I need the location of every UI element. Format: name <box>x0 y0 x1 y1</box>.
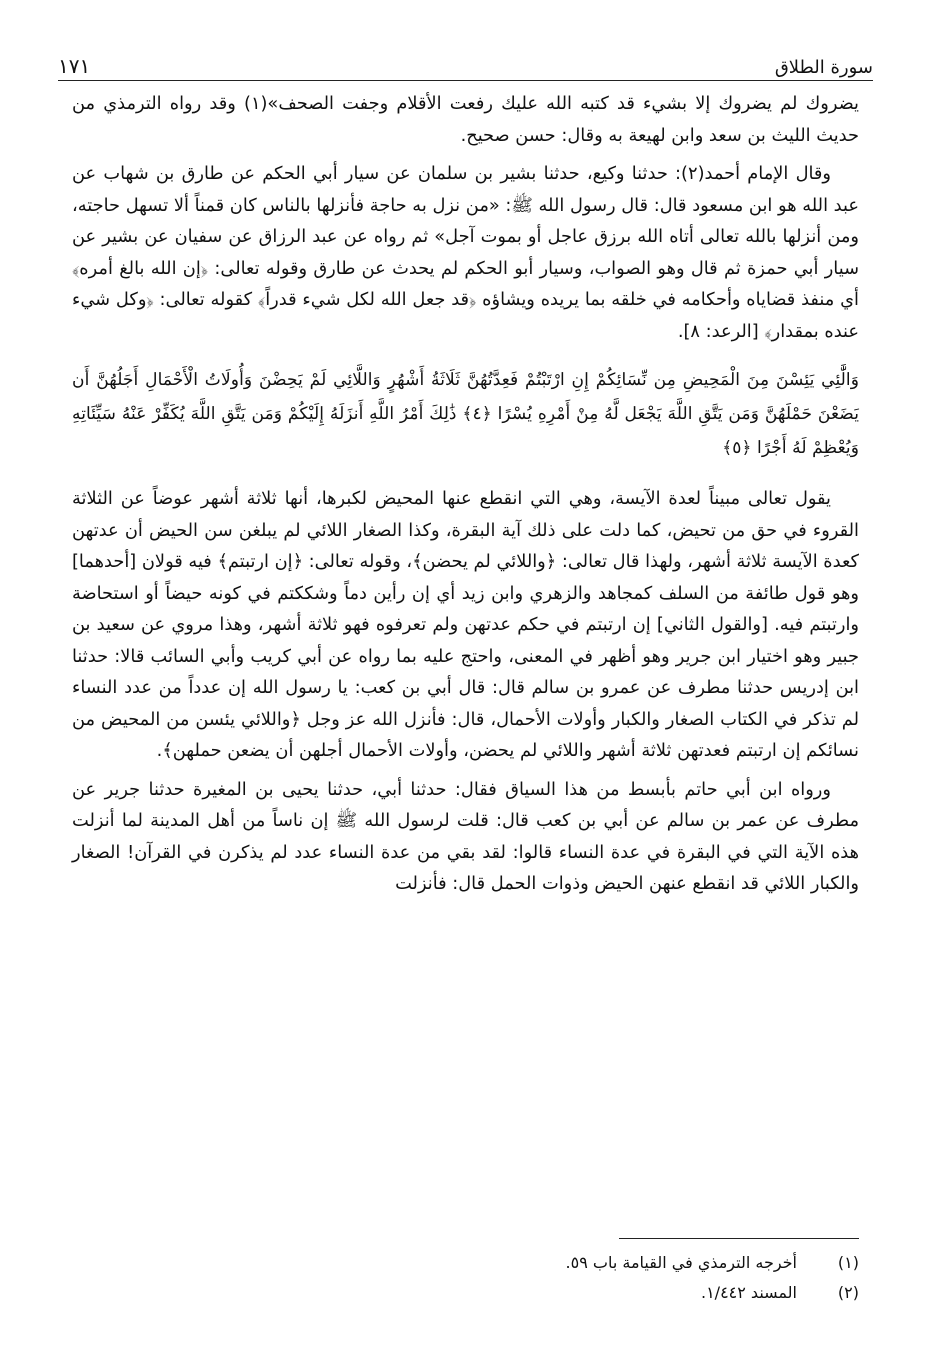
footnote-text: المسند ١/٤٤٢. <box>700 1283 797 1302</box>
footnotes <box>72 1248 859 1308</box>
paragraph-3: يقول تعالى مبيناً لعدة الآيسة، وهي التي انقطع عنها المحيض لكبرها، أنها ثلاثة أشهر عوضاً عن الثلاثة القروء في حق من تحيض، كما دلت على ذلك آية البقرة، وكذا الصغار اللائي لم يبلغن سن الحيض أن عدتهن كعدة الآيسة ثلاثة أشهر، ولهذا قال تعالى: ﴿واللائي لم يحضن﴾، وقوله تعالى: ﴿إن ارتبتم﴾ فيه قولان [أحدهما] وهو قول طائفة من السلف كمجاهد والزهري وابن زيد أي إن رأين دماً وشككتم في كونه حيضاً أو استحاضة وارتبتم فيه. [والقول الثاني] إن ارتبتم في حكم عدتهن ولم تعرفوه فهو ثلاثة أشهر، وهذا مروي عن سعيد بن جبير وهو اختيار ابن جرير وهو أظهر في المعنى، واحتج عليه بما رواه عن أبي كريب وأبي السائب قالا: حدثنا ابن إدريس حدثنا مطرف عن عمرو بن سالم قال: قال أبي بن كعب: يا رسول الله إن عدداً من عدد النساء لم تذكر في الكتاب الصغار والكبار وأولات الأحمال، قال: فأنزل الله عز وجل ﴿واللائي يئسن من المحيض من نسائكم إن ارتبتم فعدتهن ثلاثة أشهر واللائي لم يحضن، وأولات الأحمال أجلهن أن يضعن حملهن﴾. <box>72 488 859 761</box>
paragraph-2: وقال الإمام أحمد(٢): حدثنا وكيع، حدثنا بشير بن سلمان عن سيار أبي الحكم عن طارق بن شهاب عن عبد الله هو ابن مسعود قال: قال رسول الله ﷺ: «من نزل به حاجة فأنزلها بالناس كان قمناً ألا تسهل حاجته، ومن أنزلها بالله تعالى أتاه الله برزق عاجل أو بموت آجل» ثم رواه عن عبد الرزاق عن سفيان عن بشير عن سيار أبي حمزة ثم قال وهو الصواب، وسيار أبو الحكم لم يحدث عن طارق وقوله تعالى: ﴿إن الله بالغ أمره﴾ أي منفذ قضاياه وأحكامه في خلقه بما يريده ويشاؤه ﴿قد جعل الله لكل شيء قدراً﴾ كقوله تعالى: ﴿وكل شيء عنده بمقدار﴾ [الرعد: ٨]. <box>72 163 859 342</box>
paragraph-4: ورواه ابن أبي حاتم بأبسط من هذا السياق فقال: حدثنا أبي، حدثنا يحيى بن المغيرة حدثنا جرير عن مطرف عن عمر بن سالم عن أبي بن كعب قال: قلت لرسول الله ﷺ إن ناساً من أهل المدينة لما أنزلت هذه الآية التي في البقرة في عدة النساء قالوا: لقد بقي من عدة النساء عدد لم يذكرن في القرآن! الصغار والكبار اللائي قد انقطع عنهن الحيض وذوات الحمل قال: فأنزلت <box>72 778 859 894</box>
footnote-item <box>72 1248 859 1278</box>
page-body <box>72 88 859 900</box>
quran-verse: وَالَّٰئِي يَئِسْنَ مِنَ الْمَحِيضِ مِن نِّسَائِكُمْ إِنِ ارْتَبْتُمْ فَعِدَّتُهُنَّ ثَلَاثَةُ أَشْهُرٍ وَاللَّائِي لَمْ يَحِضْنَ وَأُولَاتُ الْأَحْمَالِ أَجَلُهُنَّ أَن يَضَعْنَ حَمْلَهُنَّ وَمَن يَتَّقِ اللَّهَ يَجْعَل لَّهُ مِنْ أَمْرِهِ يُسْرًا ﴿٤﴾ ذَٰلِكَ أَمْرُ اللَّهِ أَنزَلَهُ إِلَيْكُمْ وَمَن يَتَّقِ اللَّهَ يُكَفِّرْ عَنْهُ سَيِّئَاتِهِ وَيُعْظِمْ لَهُ أَجْرًا ﴿٥﴾ <box>72 370 859 458</box>
footnote-mark: (١) <box>837 1253 859 1272</box>
surah-title: سورة الطلاق <box>774 57 873 78</box>
page-number: ١٧١ <box>58 54 91 78</box>
footnote-rule <box>619 1238 859 1239</box>
footnote-text: أخرجه الترمذي في القيامة باب ٥٩. <box>565 1253 797 1272</box>
footnote-mark: (٢) <box>837 1283 859 1302</box>
footnote-item <box>72 1278 859 1308</box>
header-rule <box>58 80 873 81</box>
page-header <box>58 38 873 78</box>
paragraph-1: يضروك لم يضروك إلا بشيء قد كتبه الله عليك رفعت الأقلام وجفت الصحف»(١) وقد رواه الترمذي من حديث الليث بن سعد وابن لهيعة به وقال: حسن صحيح. <box>72 93 859 146</box>
